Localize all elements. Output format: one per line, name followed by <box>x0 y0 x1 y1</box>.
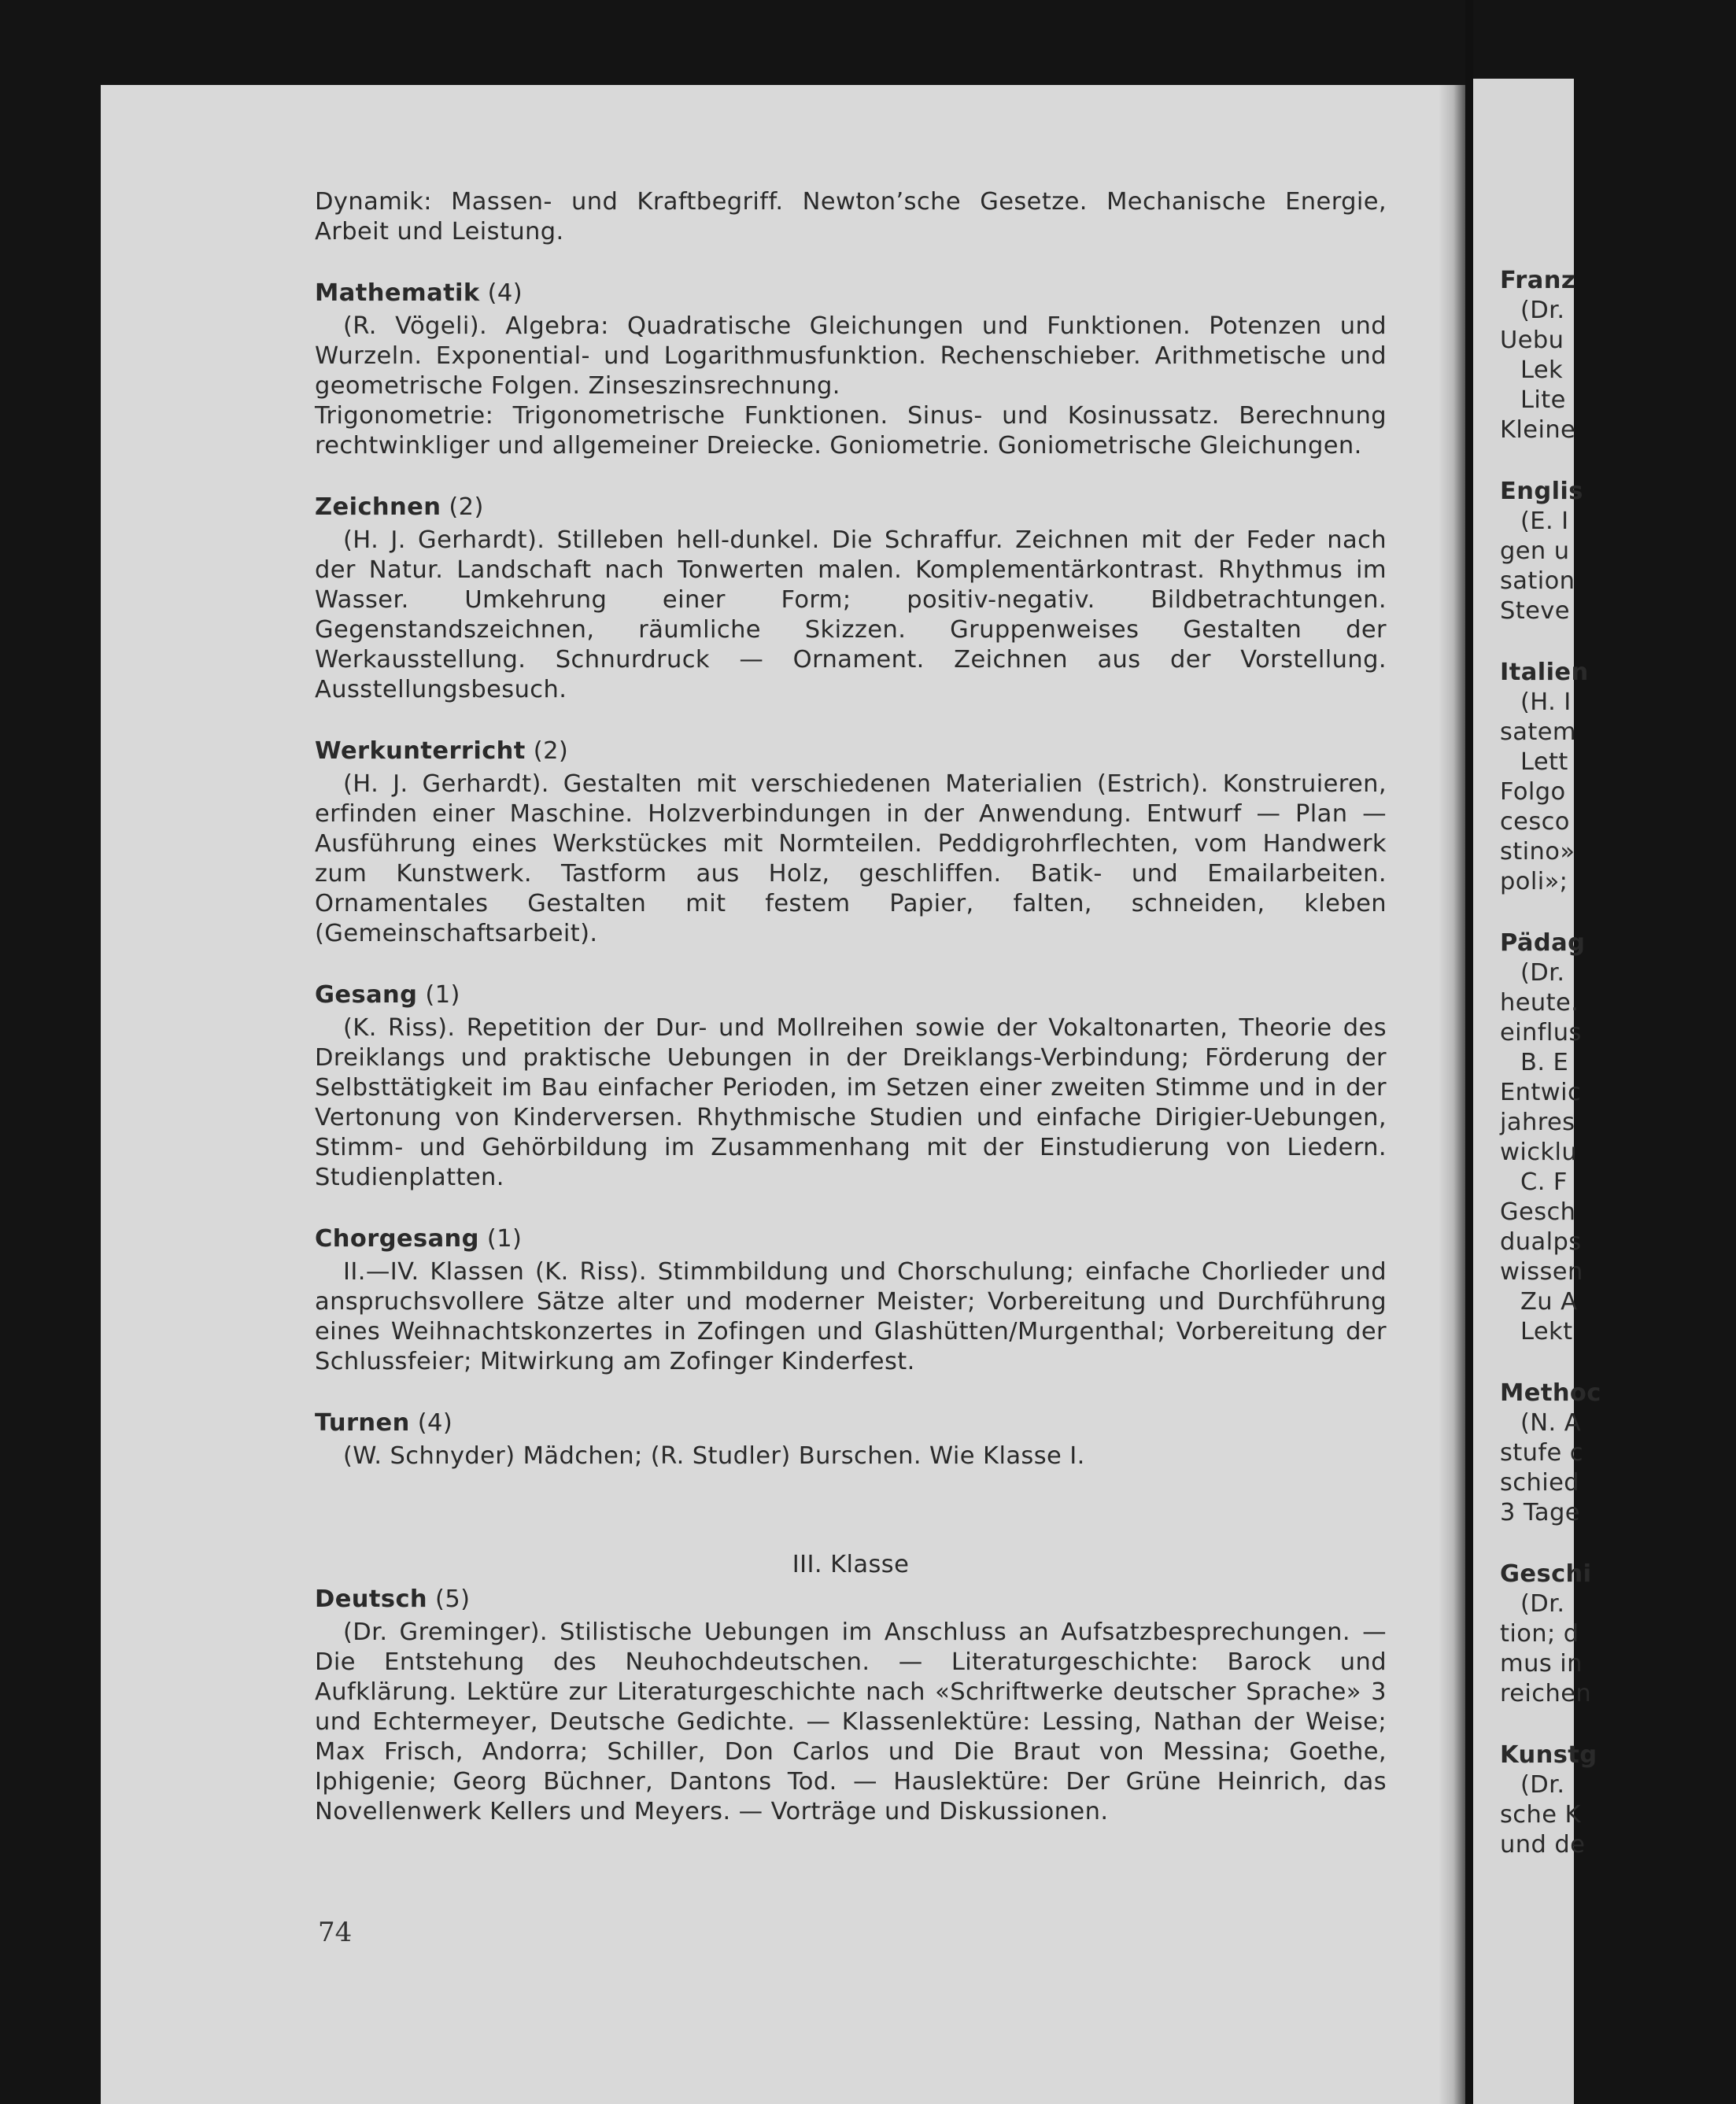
weekly-hours: (4) <box>487 279 523 307</box>
right-page-line-fragment: 3 Tage <box>1500 1499 1580 1526</box>
subject-name: Mathematik <box>315 279 480 307</box>
section-paragraph: (Dr. Greminger). Stilistische Uebungen im Anschluss an Aufsatzbesprechungen. — Die Entstehung des Neuhochdeutschen. — Literaturgeschichte: Barock und Aufklärung. Lektüre zur Literaturgeschichte nach «Schriftwerke deutscher Sprache» 3 und Echtermeyer, Deutsche Gedichte. — Klassenlektüre: Lessing, Nathan der Weise; Max Frisch, Andorra; Schiller, Don Carlos und Die Braut von Messina; Goethe, Iphigenie; Georg Büchner, Dantons Tod. — Hauslektüre: Der Grüne Heinrich, das Novellenwerk Kellers und Meyers. — Vorträge und Diskussionen. <box>315 1619 1387 1825</box>
section-paragraph: (H. J. Gerhardt). Gestalten mit verschiedenen Materialien (Estrich). Konstruieren, erfinden einer Maschine. Holzverbindungen in der Anwendung. Entwurf — Plan — Ausführung eines Werkstückes mit Normteilen. Peddigrohrflechten, vom Handwerk zum Kunstwerk. Tastform aus Holz, geschliffen. Batik- und Emailarbeiten. Ornamentales Gestalten mit festem Papier, falten, schneiden, kleben (Gemeinschaftsarbeit). <box>315 770 1387 947</box>
right-page-line-fragment: (Dr. <box>1520 1771 1565 1799</box>
right-page-line-fragment: sche K <box>1500 1801 1581 1829</box>
right-page-line-fragment: sation <box>1500 567 1575 595</box>
right-page-line-fragment: Lek <box>1520 356 1564 384</box>
right-page-heading-fragment: Methoc <box>1500 1379 1601 1407</box>
right-page <box>1473 79 1601 2104</box>
right-page-line-fragment: (E. I <box>1520 508 1569 535</box>
right-page-line-fragment: dualps <box>1500 1228 1582 1256</box>
right-page-line-fragment: und de <box>1500 1831 1586 1859</box>
section-zeichnen <box>315 493 1387 705</box>
weekly-hours: (2) <box>533 737 569 765</box>
section-heading <box>315 1585 1387 1615</box>
intro-paragraph: Dynamik: Massen- und Kraftbegriff. Newton’sche Gesetze. Mechanische Energie, Arbeit und Leistung. <box>315 188 1387 245</box>
right-page-line-fragment: (N. A <box>1520 1409 1581 1437</box>
right-page-heading-fragment: Geschi <box>1500 1560 1592 1588</box>
section-paragraph: (H. J. Gerhardt). Stilleben hell-dunkel. Die Schraffur. Zeichnen mit der Feder nach der Natur. Landschaft nach Tonwerten malen. Komplementärkontrast. Rhythmus im Wasser. Umkehrung einer Form; positiv-negativ. Bildbetrachtungen. Gegenstandszeichnen, räumliche Skizzen. Gruppenweises Gestalten der Werkausstellung. Schnurdruck — Ornament. Zeichnen aus der Vorstellung. Ausstellungsbesuch. <box>315 526 1387 703</box>
weekly-hours: (5) <box>435 1585 471 1613</box>
right-page-line-fragment: jahres <box>1500 1109 1575 1136</box>
right-page-line-fragment: schied <box>1500 1469 1579 1497</box>
weekly-hours: (1) <box>425 981 460 1009</box>
right-page-line-fragment: Entwic <box>1500 1079 1582 1106</box>
subject-name: Chorgesang <box>315 1225 479 1253</box>
right-page-heading-fragment: Kunstg <box>1500 1741 1597 1769</box>
right-page-line-fragment: einflus <box>1500 1019 1582 1046</box>
weekly-hours: (4) <box>417 1409 453 1437</box>
subject-name: Turnen <box>315 1409 410 1437</box>
class-subject-sections <box>315 1585 1387 1827</box>
right-page-line-fragment: Uebu <box>1500 327 1564 354</box>
section-paragraph: II.—IV. Klassen (K. Riss). Stimmbildung und Chorschulung; einfache Chorlieder und anspruchsvollere Sätze alter und moderner Meister; Vorbereitung und Durchführung eines Weihnachtskonzertes in Zofingen und Glashütten/Murgenthal; Vorbereitung der Schlussfeier; Mitwirkung am Zofinger Kinderfest. <box>315 1258 1387 1375</box>
right-page-line-fragment: mus in <box>1500 1650 1583 1678</box>
section-deutsch <box>315 1585 1387 1827</box>
section-heading <box>315 1224 1387 1254</box>
right-page-line-fragment: Folgo <box>1500 778 1566 806</box>
weekly-hours: (1) <box>486 1225 523 1253</box>
subject-name: Werkunterricht <box>315 737 526 765</box>
subject-name: Gesang <box>315 981 418 1009</box>
section-gesang <box>315 980 1387 1193</box>
right-page-line-fragment: B. E <box>1520 1049 1569 1076</box>
right-page-heading-fragment: Englis <box>1500 478 1583 505</box>
section-heading <box>315 1408 1387 1438</box>
right-page-line-fragment: reichen <box>1500 1680 1592 1707</box>
right-page-line-fragment: cesco <box>1500 808 1570 836</box>
right-page-line-fragment: heute. <box>1500 989 1579 1017</box>
left-page-text <box>315 187 1387 1827</box>
weekly-hours: (2) <box>449 493 484 521</box>
section-paragraph: (W. Schnyder) Mädchen; (R. Studler) Burschen. Wie Klasse I. <box>343 1442 1085 1470</box>
section-paragraph: (K. Riss). Repetition der Dur- und Mollreihen sowie der Vokaltonarten, Theorie des Dreiklangs und praktische Uebungen in der Dreiklangs-Verbindung; Förderung der Selbsttätigkeit im Bau einfacher Perioden, im Setzen einer zweiten Stimme und in der Vertonung von Kinderversen. Rhythmische Studien und einfache Dirigier-Uebungen, Stimm- und Gehörbildung im Zusammenhang mit der Einstudierung von Liedern. Studienplatten. <box>315 1014 1387 1191</box>
section-paragraph: (R. Vögeli). Algebra: Quadratische Gleichungen und Funktionen. Potenzen und Wurzeln. Exponential- und Logarithmusfunktion. Rechenschieber. Arithmetische und geometrische Folgen. Zinseszinsrechnung. <box>315 312 1387 400</box>
right-page-line-fragment: tion; d <box>1500 1620 1579 1648</box>
right-page-line-fragment: Kleine <box>1500 416 1576 444</box>
right-page-line-fragment: Steve <box>1500 597 1570 625</box>
right-page-line-fragment: Lite <box>1520 386 1566 414</box>
right-page-heading-fragment: Franz <box>1500 267 1575 294</box>
right-page-line-fragment: wicklu <box>1500 1139 1578 1166</box>
section-paragraph: Trigonometrie: Trigonometrische Funktionen. Sinus- und Kosinussatz. Berechnung rechtwinkliger und allgemeiner Dreiecke. Goniometrie. Goniometrische Gleichungen. <box>315 402 1387 460</box>
right-page-line-fragment: stino» <box>1500 838 1575 866</box>
section-turnen <box>315 1408 1387 1471</box>
right-page-line-fragment: (Dr. <box>1520 297 1565 324</box>
section-heading <box>315 279 1387 308</box>
section-heading <box>315 980 1387 1010</box>
right-page-line-fragment: wissen <box>1500 1258 1583 1286</box>
section-heading <box>315 493 1387 522</box>
right-page-heading-fragment: Pädag <box>1500 929 1586 957</box>
right-page-line-fragment: Zu A <box>1520 1288 1578 1316</box>
subject-sections <box>315 279 1387 1471</box>
right-page-line-fragment: poli»; <box>1500 868 1568 895</box>
subject-name: Zeichnen <box>315 493 441 521</box>
section-heading <box>315 736 1387 766</box>
right-page-heading-fragment: Italien <box>1500 659 1589 686</box>
subject-name: Deutsch <box>315 1585 428 1613</box>
class-title: III. Klasse <box>792 1551 910 1578</box>
right-page-fragments <box>1500 266 1736 1860</box>
right-page-line-fragment: Lekt <box>1520 1318 1573 1345</box>
page-number: 74 <box>318 1917 353 1948</box>
right-page-line-fragment: gen u <box>1500 537 1570 565</box>
book-gutter <box>1439 85 1465 2104</box>
right-page-line-fragment: (Dr. <box>1520 959 1565 987</box>
right-page-line-fragment: Gesch <box>1500 1198 1576 1226</box>
right-page-line-fragment: C. F <box>1520 1168 1568 1196</box>
right-page-line-fragment: Lett <box>1520 748 1568 776</box>
section-mathematik <box>315 279 1387 461</box>
right-page-line-fragment: satem <box>1500 718 1577 746</box>
section-werkunterricht <box>315 736 1387 949</box>
section-chorgesang <box>315 1224 1387 1377</box>
page-gap <box>1465 0 1473 2104</box>
right-page-line-fragment: (Dr. <box>1520 1590 1565 1618</box>
right-page-line-fragment: stufe c <box>1500 1439 1583 1467</box>
right-page-line-fragment: (H. I <box>1520 688 1572 716</box>
